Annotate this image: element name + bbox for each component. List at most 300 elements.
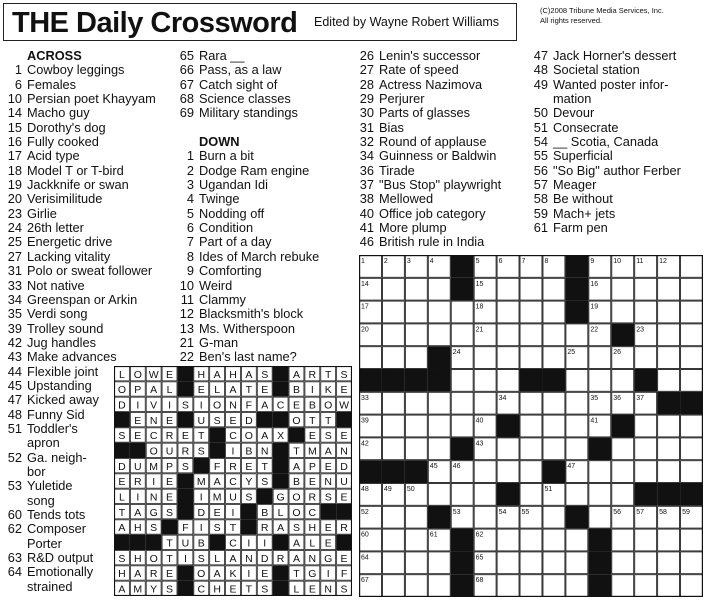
puzzle-cell bbox=[612, 301, 634, 323]
puzzle-black-cell bbox=[657, 483, 680, 506]
clue-number: 3 bbox=[186, 177, 194, 193]
solution-letter: G bbox=[324, 552, 333, 565]
solution-letter: K bbox=[229, 568, 237, 581]
solution-letter: A bbox=[292, 368, 300, 381]
solution-letter: T bbox=[293, 445, 300, 458]
puzzle-black-cell bbox=[451, 278, 474, 301]
solution-letter: I bbox=[199, 522, 203, 535]
across-clue bbox=[4, 336, 156, 350]
puzzle-cell bbox=[451, 301, 473, 323]
solution-letter: S bbox=[181, 460, 189, 473]
clue-text: Fully cooked bbox=[27, 134, 99, 150]
puzzle-cell-number: 35 bbox=[590, 394, 599, 402]
clue-number: 38 bbox=[359, 191, 374, 207]
solution-letter: A bbox=[245, 368, 253, 381]
solution-letter: O bbox=[133, 368, 142, 381]
solution-letter: U bbox=[181, 537, 190, 550]
across-clue bbox=[4, 451, 114, 465]
clue-text: __ Scotia, Canada bbox=[553, 134, 659, 150]
puzzle-black-cell bbox=[542, 460, 565, 483]
clue-number: 46 bbox=[359, 234, 374, 250]
clue-text: "So Big" author Ferber bbox=[553, 162, 681, 178]
puzzle-cell-number: 56 bbox=[613, 508, 622, 516]
clue-text: Emotionally bbox=[27, 564, 94, 580]
puzzle-cell-number: 69 bbox=[590, 577, 599, 585]
puzzle-cell-number: 62 bbox=[475, 531, 484, 539]
puzzle-cell bbox=[382, 392, 404, 414]
puzzle-cell bbox=[474, 347, 496, 369]
solution-letter: S bbox=[340, 368, 348, 381]
clue-number: 27 bbox=[359, 62, 374, 78]
down-clues-column-4 bbox=[530, 49, 681, 235]
solution-letter: N bbox=[149, 491, 158, 504]
solution-letter: E bbox=[340, 552, 348, 565]
across-clue bbox=[4, 178, 156, 192]
copyright-line-1: (C)2008 Tribune Media Services, Inc. bbox=[540, 6, 664, 15]
solution-black-cell bbox=[162, 519, 178, 534]
puzzle-cell-number: 60 bbox=[361, 531, 369, 539]
solution-letter: R bbox=[340, 522, 348, 535]
clue-text: Clammy bbox=[199, 291, 246, 307]
puzzle-cell-number: 42 bbox=[361, 440, 369, 448]
down-clue bbox=[530, 92, 681, 106]
solution-letter: X bbox=[277, 430, 285, 443]
puzzle-black-cell bbox=[680, 392, 703, 415]
clue-text: More plump bbox=[379, 220, 447, 236]
clue-number: 13 bbox=[179, 320, 194, 336]
puzzle-cell bbox=[681, 370, 703, 392]
clue-text: Catch sight of bbox=[199, 76, 278, 92]
solution-letter: A bbox=[213, 368, 221, 381]
puzzle-cell-number: 20 bbox=[361, 326, 369, 334]
solution-letter: D bbox=[197, 506, 206, 519]
clue-number: 17 bbox=[7, 148, 22, 164]
puzzle-cell bbox=[658, 552, 680, 574]
clue-number: 5 bbox=[186, 205, 194, 221]
clue-text: Ga. neigh- bbox=[27, 449, 87, 465]
puzzle-cell bbox=[566, 415, 588, 437]
across-clue bbox=[4, 164, 156, 178]
across-clue bbox=[4, 537, 114, 551]
puzzle-cell bbox=[405, 278, 427, 300]
puzzle-cell-number: 48 bbox=[361, 486, 369, 493]
clue-number: 47 bbox=[533, 48, 548, 63]
puzzle-cell bbox=[681, 552, 703, 574]
puzzle-cell-number: 50 bbox=[406, 486, 415, 493]
puzzle-cell bbox=[589, 370, 611, 392]
clue-text: Weird bbox=[199, 277, 233, 293]
clue-text: Persian poet Khayyam bbox=[27, 91, 156, 107]
puzzle-cell bbox=[543, 552, 565, 574]
puzzle-cell-number: 51 bbox=[544, 486, 553, 493]
puzzle-cell-number: 34 bbox=[498, 394, 507, 402]
puzzle-title: THE Daily Crossword bbox=[12, 7, 298, 39]
across-clue bbox=[4, 293, 156, 307]
clue-number: 40 bbox=[359, 205, 374, 221]
down-clue bbox=[356, 149, 501, 163]
solution-letter: S bbox=[261, 476, 269, 489]
solution-letter: R bbox=[308, 368, 317, 381]
puzzle-cell bbox=[566, 370, 588, 392]
solution-black-cell bbox=[209, 535, 225, 550]
puzzle-cell-number: 28 bbox=[383, 372, 392, 379]
across-clue bbox=[4, 279, 156, 293]
solution-letter: E bbox=[308, 583, 316, 596]
puzzle-cell bbox=[520, 552, 542, 574]
solution-letter: O bbox=[149, 552, 158, 565]
clue-number bbox=[4, 580, 22, 594]
puzzle-cell bbox=[543, 324, 565, 346]
clue-number: 6 bbox=[186, 220, 194, 236]
down-clues-column-3 bbox=[356, 49, 501, 250]
clue-text: song bbox=[27, 492, 55, 508]
puzzle-cell bbox=[497, 370, 519, 392]
puzzle-cell-number: 39 bbox=[361, 417, 369, 425]
solution-black-cell bbox=[130, 535, 146, 550]
clue-number: 55 bbox=[533, 148, 548, 164]
across-clue bbox=[4, 522, 114, 536]
clue-number: 31 bbox=[359, 119, 374, 135]
solution-letter: C bbox=[229, 537, 237, 550]
solution-letter: L bbox=[119, 491, 125, 504]
clue-text: Military standings bbox=[199, 105, 298, 121]
solution-letter: L bbox=[293, 583, 300, 596]
puzzle-cell bbox=[520, 461, 542, 483]
solution-letter: O bbox=[117, 384, 127, 397]
clue-number: 1 bbox=[186, 148, 194, 164]
puzzle-cell bbox=[612, 278, 634, 300]
clue-number: 16 bbox=[7, 134, 22, 150]
clue-number: 6 bbox=[14, 76, 22, 92]
clue-number: 34 bbox=[7, 291, 22, 307]
solution-black-cell bbox=[146, 535, 162, 550]
puzzle-cell-number: 24 bbox=[452, 349, 461, 357]
clue-number: 31 bbox=[7, 263, 22, 279]
clue-text: Cowboy leggings bbox=[27, 62, 125, 78]
solution-letter: E bbox=[229, 414, 237, 427]
puzzle-grid bbox=[359, 255, 703, 602]
puzzle-cell-number: 67 bbox=[361, 577, 369, 585]
puzzle-cell bbox=[382, 529, 404, 551]
solution-letter: A bbox=[118, 583, 126, 596]
puzzle-cell-number: 57 bbox=[636, 508, 644, 516]
solution-letter: R bbox=[276, 552, 285, 565]
puzzle-cell bbox=[543, 415, 565, 437]
puzzle-cell bbox=[474, 506, 496, 528]
puzzle-cell bbox=[520, 278, 542, 300]
solution-black-cell bbox=[114, 412, 130, 427]
puzzle-cell-number: 19 bbox=[590, 303, 599, 311]
solution-letter: S bbox=[340, 583, 348, 596]
clue-text: Bias bbox=[379, 119, 404, 135]
clue-number bbox=[4, 436, 22, 450]
solution-letter: A bbox=[134, 506, 142, 519]
down-clue bbox=[356, 235, 501, 249]
puzzle-black-cell bbox=[405, 460, 428, 483]
across-clue bbox=[4, 207, 156, 221]
across-clue bbox=[4, 307, 156, 321]
solution-letter: A bbox=[134, 568, 142, 581]
solution-letter: E bbox=[292, 399, 300, 412]
puzzle-cell bbox=[497, 278, 519, 300]
solution-black-cell bbox=[320, 504, 336, 519]
clue-text: Trolley sound bbox=[27, 320, 104, 336]
solution-letter: T bbox=[198, 430, 205, 443]
puzzle-cell bbox=[382, 415, 404, 437]
puzzle-cell bbox=[405, 506, 427, 528]
puzzle-cell bbox=[428, 575, 450, 597]
puzzle-cell-number: 63 bbox=[590, 531, 599, 539]
clue-text: Funny Sid bbox=[27, 406, 85, 422]
clue-number: 65 bbox=[179, 48, 194, 63]
clue-number: 64 bbox=[7, 564, 22, 580]
solution-letter: R bbox=[134, 476, 142, 489]
clue-number: 34 bbox=[359, 148, 374, 164]
solution-letter: E bbox=[118, 476, 126, 489]
puzzle-cell bbox=[382, 552, 404, 574]
clue-text: Energetic drive bbox=[27, 234, 113, 250]
puzzle-cell bbox=[612, 529, 634, 551]
solution-letter: A bbox=[292, 460, 300, 473]
puzzle-cell-number: 6 bbox=[498, 258, 503, 265]
clue-number: 10 bbox=[7, 91, 22, 107]
puzzle-cell bbox=[520, 347, 542, 369]
solution-letter: A bbox=[229, 384, 237, 397]
down-clue bbox=[176, 307, 319, 321]
puzzle-cell bbox=[520, 415, 542, 437]
clue-text: Comforting bbox=[199, 263, 262, 279]
puzzle-black-cell bbox=[497, 483, 520, 506]
solution-black-cell bbox=[241, 504, 257, 519]
editor-credit: Edited by Wayne Robert Williams bbox=[314, 15, 500, 29]
clue-text: Burn a bit bbox=[199, 148, 254, 164]
solution-letter: A bbox=[150, 384, 158, 397]
puzzle-black-cell bbox=[451, 255, 474, 278]
puzzle-cell bbox=[382, 278, 404, 300]
puzzle-cell-number: 31 bbox=[521, 372, 530, 379]
solution-letter: W bbox=[148, 368, 159, 381]
solution-black-cell bbox=[177, 504, 193, 519]
puzzle-cell-number: 55 bbox=[521, 508, 530, 516]
solution-letter: T bbox=[245, 384, 253, 397]
solution-black-cell bbox=[177, 581, 193, 596]
solution-letter: I bbox=[136, 399, 140, 412]
clue-text: Females bbox=[27, 76, 77, 92]
solution-black-cell bbox=[273, 458, 289, 473]
clue-number: 21 bbox=[179, 334, 194, 350]
puzzle-cell bbox=[681, 324, 703, 346]
puzzle-cell bbox=[681, 256, 703, 278]
solution-black-cell bbox=[273, 473, 289, 488]
solution-black-cell bbox=[289, 427, 305, 442]
down-clue bbox=[530, 164, 681, 178]
puzzle-cell bbox=[520, 575, 542, 597]
down-clue bbox=[530, 63, 681, 77]
clue-text: Tends tots bbox=[27, 507, 86, 522]
clue-text: Model T or T-bird bbox=[27, 162, 124, 178]
solution-letter: E bbox=[197, 384, 205, 397]
puzzle-black-cell bbox=[565, 278, 588, 301]
solution-grid-svg bbox=[114, 366, 352, 596]
solution-letter: E bbox=[166, 414, 174, 427]
puzzle-cell bbox=[451, 392, 473, 414]
solution-letter: T bbox=[166, 537, 173, 550]
clue-number: 67 bbox=[179, 76, 194, 92]
puzzle-cell bbox=[612, 461, 634, 483]
solution-black-cell bbox=[177, 366, 193, 381]
clue-text: Jack Horner's dessert bbox=[553, 48, 677, 63]
puzzle-cell bbox=[497, 301, 519, 323]
clue-number: 58 bbox=[533, 191, 548, 207]
solution-letter: A bbox=[118, 522, 126, 535]
solution-letter: D bbox=[118, 460, 126, 473]
puzzle-cell bbox=[635, 347, 657, 369]
clue-number: 51 bbox=[7, 420, 22, 436]
solution-black-cell bbox=[209, 443, 225, 458]
down-clue bbox=[530, 78, 681, 92]
puzzle-cell bbox=[612, 575, 634, 597]
solution-letter: I bbox=[263, 537, 267, 550]
clue-text: Rara __ bbox=[199, 48, 245, 63]
puzzle-cell-number: 30 bbox=[429, 372, 438, 379]
down-clue bbox=[176, 221, 319, 235]
puzzle-cell bbox=[474, 392, 496, 414]
puzzle-cell bbox=[382, 506, 404, 528]
solution-letter: V bbox=[150, 399, 158, 412]
puzzle-cell bbox=[635, 529, 657, 551]
puzzle-cell-number: 38 bbox=[659, 394, 667, 402]
puzzle-cell bbox=[658, 461, 680, 483]
clue-number: 14 bbox=[7, 105, 22, 121]
spacer bbox=[176, 121, 319, 135]
solution-black-cell bbox=[209, 427, 225, 442]
solution-letter: S bbox=[213, 414, 221, 427]
across-clue bbox=[4, 221, 156, 235]
solution-letter: S bbox=[166, 506, 174, 519]
across-clue bbox=[4, 250, 156, 264]
solution-letter: C bbox=[229, 430, 237, 443]
across-clue bbox=[4, 264, 156, 278]
solution-letter: O bbox=[213, 399, 222, 412]
clue-text: 26th letter bbox=[27, 220, 84, 236]
puzzle-cell-number: 41 bbox=[590, 417, 599, 425]
solution-letter: B bbox=[292, 476, 300, 489]
clue-number: 62 bbox=[7, 521, 22, 537]
solution-black-cell bbox=[177, 412, 193, 427]
puzzle-cell bbox=[658, 370, 680, 392]
clue-text: Mach+ jets bbox=[553, 205, 616, 221]
solution-letter: P bbox=[134, 384, 142, 397]
solution-letter: T bbox=[245, 583, 253, 596]
solution-letter: E bbox=[308, 476, 316, 489]
clue-number: 45 bbox=[7, 377, 22, 393]
puzzle-cell-number: 9 bbox=[590, 258, 595, 265]
solution-letter: M bbox=[212, 491, 222, 504]
solution-letter: I bbox=[326, 568, 330, 581]
solution-black-cell bbox=[177, 489, 193, 504]
puzzle-cell bbox=[681, 575, 703, 597]
solution-letter: E bbox=[166, 368, 174, 381]
copyright-notice bbox=[540, 6, 664, 26]
clue-text: Meager bbox=[553, 177, 597, 193]
puzzle-black-cell bbox=[428, 506, 451, 529]
solution-letter: I bbox=[136, 491, 140, 504]
clue-number bbox=[4, 494, 22, 508]
down-clue bbox=[530, 106, 681, 120]
clue-number: 42 bbox=[7, 334, 22, 350]
across-clue bbox=[4, 78, 156, 92]
down-clue bbox=[176, 164, 319, 178]
solution-letter: U bbox=[134, 460, 142, 473]
clue-text: Porter bbox=[27, 535, 62, 551]
solution-letter: I bbox=[310, 384, 314, 397]
puzzle-cell bbox=[681, 438, 703, 460]
solution-letter: N bbox=[340, 445, 348, 458]
puzzle-cell bbox=[681, 461, 703, 483]
solution-letter: D bbox=[245, 414, 253, 427]
across-clue bbox=[176, 92, 319, 106]
puzzle-cell bbox=[658, 575, 680, 597]
down-clue bbox=[356, 178, 501, 192]
clue-number: 1 bbox=[14, 62, 22, 78]
down-clue bbox=[176, 264, 319, 278]
solution-letter: E bbox=[166, 491, 174, 504]
solution-letter: D bbox=[260, 552, 269, 565]
puzzle-cell bbox=[635, 278, 657, 300]
puzzle-cell-number: 36 bbox=[613, 394, 622, 402]
puzzle-cell bbox=[635, 438, 657, 460]
solution-letter: C bbox=[276, 399, 285, 412]
puzzle-cell bbox=[612, 438, 634, 460]
puzzle-cell bbox=[589, 347, 611, 369]
puzzle-cell bbox=[635, 575, 657, 597]
puzzle-black-cell bbox=[451, 437, 474, 460]
puzzle-black-cell bbox=[497, 415, 520, 438]
puzzle-cell bbox=[566, 484, 588, 506]
across-clue bbox=[4, 192, 156, 206]
solution-letter: C bbox=[149, 430, 158, 443]
across-clue bbox=[4, 494, 114, 508]
puzzle-cell-number: 11 bbox=[636, 258, 644, 265]
puzzle-cell bbox=[405, 324, 427, 346]
down-clue bbox=[530, 49, 681, 63]
solution-letter: E bbox=[261, 384, 269, 397]
across-clue bbox=[4, 350, 156, 364]
solution-letter: I bbox=[183, 552, 187, 565]
puzzle-cell-number: 52 bbox=[361, 508, 369, 516]
clue-text: Pass, as a law bbox=[199, 62, 282, 78]
clue-number: 24 bbox=[7, 220, 22, 236]
clue-number: 2 bbox=[186, 162, 194, 178]
solution-letter: B bbox=[308, 399, 316, 412]
puzzle-cell bbox=[566, 324, 588, 346]
solution-letter: E bbox=[308, 430, 316, 443]
puzzle-cell bbox=[428, 301, 450, 323]
down-clue bbox=[356, 135, 501, 149]
solution-letter: O bbox=[197, 568, 206, 581]
solution-letter: U bbox=[229, 491, 237, 504]
puzzle-cell bbox=[451, 484, 473, 506]
down-clue bbox=[356, 49, 501, 63]
solution-letter: I bbox=[152, 476, 156, 489]
solution-letter: L bbox=[119, 368, 125, 381]
clue-number: 63 bbox=[7, 550, 22, 566]
puzzle-cell-number: 61 bbox=[429, 531, 438, 539]
solution-letter: H bbox=[134, 522, 142, 535]
solution-black-cell bbox=[114, 535, 130, 550]
copyright-line-2: All rights reserved. bbox=[540, 16, 603, 25]
solution-letter: L bbox=[277, 506, 284, 519]
